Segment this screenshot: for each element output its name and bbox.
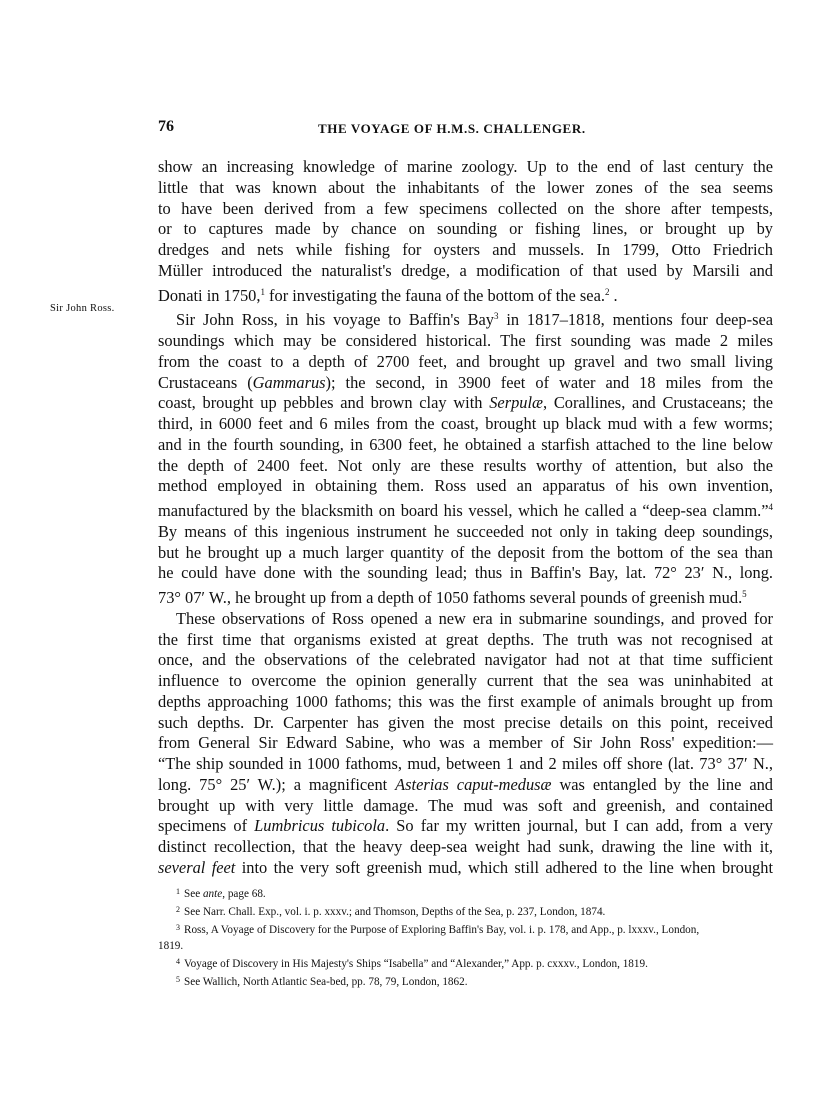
species-name: Asterias caput-medusæ: [395, 774, 552, 794]
footnote-mark: 1: [176, 887, 180, 896]
footnote: $^4$ Voyage of Discovery in His Majesty's Ships “Isabella” and “Alexander,” App. p. cxxxv., London, 1819.: [176, 956, 648, 970]
text-line: Crustaceans (Gammarus); the second, in 3900 feet of water and 18 miles from the: [158, 372, 773, 392]
footnote: $^5$ See Wallich, North Atlantic Sea-bed, pp. 78, 79, London, 1862.: [176, 975, 468, 989]
text-line: from General Sir Edward Sabine, who was a member of Sir John Ross' expedition:—: [158, 733, 773, 753]
text-line: method employed in obtaining them. Ross used an apparatus of his own invention,: [158, 476, 773, 496]
page-header: [158, 118, 773, 142]
text-line: little that was known about the inhabitants of the lower zones of the sea seems: [158, 177, 773, 197]
text-line: specimens of Lumbricus tubicola. So far my written journal, but I can add, from a very: [158, 816, 773, 836]
text-line: to have been derived from a few specimens collected on the shore after tempests,: [158, 198, 773, 218]
text-line: from the coast to a depth of 2700 feet, and brought up gravel and two small living: [158, 351, 773, 371]
text-line: Donati in 1750,$^1$ for investigating the fauna of the bottom of the sea.$^2$ .: [158, 285, 618, 305]
footnote-mark: 4: [176, 956, 180, 966]
text-line: Müller introduced the naturalist's dredge, a modification of that used by Marsili and: [158, 260, 773, 280]
footnote-mark: 2: [176, 905, 180, 915]
text-line: once, and the observations of the celebrated navigator had not at that time sufficient: [158, 650, 773, 670]
species-name: Gammarus: [252, 372, 326, 392]
text-line: the depth of 2400 feet. Not only are these results worthy of attention, but also the: [158, 455, 773, 475]
species-name: Serpulæ: [489, 393, 543, 413]
emphasis: several feet: [158, 857, 236, 877]
footnote-ref: 2: [604, 286, 610, 297]
text-line: show an increasing knowledge of marine zoology. Up to the end of last century the: [158, 157, 773, 176]
text-line: influence to overcome the opinion generally current that the sea was uninhabited at: [158, 671, 773, 690]
text-line: several feet into the very soft greenish mud, which still adhered to the line when brought: [158, 857, 773, 877]
footnote-ref: 3: [494, 311, 499, 322]
page-number: 76: [158, 118, 174, 135]
text-line: soundings which may be considered historical. The first sounding was made 2 miles: [158, 331, 773, 350]
footnote-mark: 5: [176, 975, 180, 985]
text-line: he could have done with the sounding lead; thus in Baffin's Bay, lat. 72° 23′ N., long.: [158, 563, 773, 583]
text-line: but he brought up a much larger quantity of the deposit from the bottom of the sea than: [158, 542, 773, 562]
text-line: such depths. Dr. Carpenter has given the most precise details on this point, received: [158, 712, 773, 732]
text-line: brought up with very little damage. The mud was soft and greenish, and contained: [158, 795, 773, 815]
text-line: third, in 6000 feet and 6 miles from the coast, brought up black mud with a few worms;: [158, 414, 773, 433]
text-line: manufactured by the blacksmith on board his vessel, which he called a “deep-sea clamm.”$^4$: [158, 501, 773, 520]
species-name: Lumbricus tubicola: [254, 816, 386, 836]
footnote-ref: 5: [742, 589, 747, 599]
text-line: 73° 07′ W., he brought up from a depth of 1050 fathoms several pounds of greenish mud.$^5$: [158, 588, 747, 607]
text-line: long. 75° 25′ W.); a magnificent Asterias caput-medusæ was entangled by the line and: [158, 774, 774, 794]
text-line: dredges and nets while fishing for oysters and mussels. In 1799, Otto Friedrich: [158, 240, 773, 259]
text-line: and in the fourth sounding, in 6300 feet, he obtained a starfish attached to the line below: [158, 434, 773, 454]
footnote-ref: 4: [768, 502, 773, 512]
footnote-ref: 1: [260, 286, 265, 297]
footnotes: [158, 884, 773, 990]
margin-note: Sir John Ross.: [50, 303, 115, 314]
text-line: These observations of Ross opened a new era in submarine soundings, and proved for: [176, 608, 773, 628]
text-line: distinct recollection, that the heavy deep-sea weight had sunk, drawing the line with it,: [158, 837, 773, 856]
body-text: [158, 157, 773, 879]
text-line: coast, brought up pebbles and brown clay with Serpulæ, Corallines, and Crustaceans; the: [158, 393, 773, 413]
text-line: the first time that organisms existed at great depths. The truth was not recognised at: [158, 629, 773, 649]
text-line: or to captures made by chance on sounding or fishing lines, or brought up by: [158, 219, 773, 239]
text-line: depths approaching 1000 fathoms; this was the first example of animals brought up from: [158, 691, 773, 711]
footnote-continuation: 1819.: [158, 939, 184, 952]
footnote: $^3$ Ross, A Voyage of Discovery for the Purpose of Exploring Baffin's Bay, vol. i. p. 178, and App., p. lxxxv., London,: [176, 923, 700, 937]
footnote: $^2$ See Narr. Chall. Exp., vol. i. p. xxxv.; and Thomson, Depths of the Sea, p. 237, London, 1874.: [176, 905, 606, 919]
footnote: $^1$ See ante, page 68.: [176, 887, 266, 900]
text-line: “The ship sounded in 1000 fathoms, mud, between 1 and 2 miles off shore (lat. 73° 37′ N.,: [158, 754, 773, 773]
text-line: By means of this ingenious instrument he succeeded not only in taking deep soundings,: [158, 521, 773, 541]
footnote-mark: 3: [176, 923, 180, 933]
text-line: Sir John Ross, in his voyage to Baffin's Bay$^3$ in 1817–1818, mentions four deep-sea: [176, 310, 773, 330]
running-title: THE VOYAGE OF H.M.S. CHALLENGER.: [318, 121, 586, 136]
